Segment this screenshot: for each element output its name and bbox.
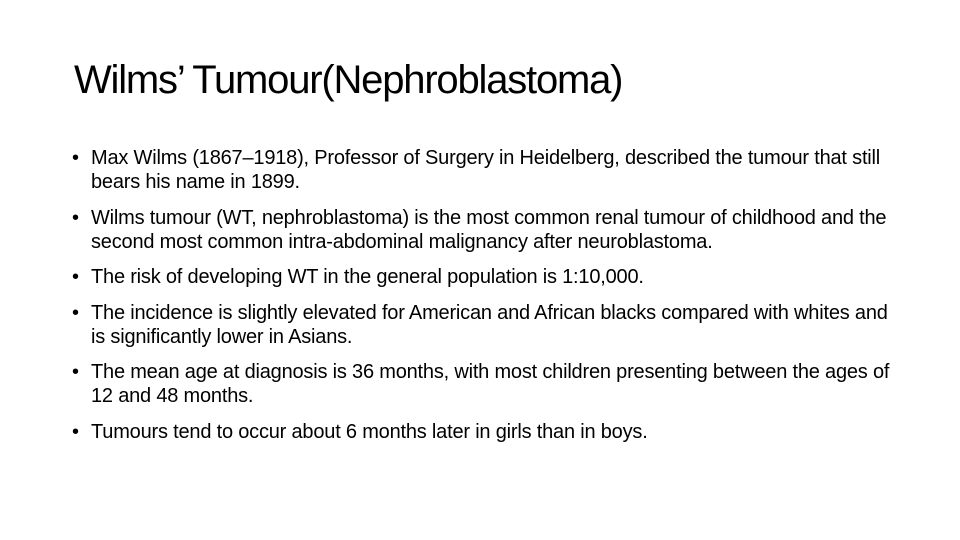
- bullet-marker: •: [72, 206, 79, 229]
- bullet-item: [72, 420, 902, 444]
- bullet-text: Max Wilms (1867–1918), Professor of Surgery in Heidelberg, described the tumour that still bears his name in 1899.: [91, 147, 881, 194]
- bullet-text: Tumours tend to occur about 6 months later in girls than in boys.: [91, 420, 648, 443]
- bullet-marker: •: [72, 420, 79, 443]
- bullet-item: [72, 301, 902, 349]
- bullet-text: The risk of developing WT in the general population is 1:10,000.: [91, 266, 644, 289]
- bullet-text: The mean age at diagnosis is 36 months, with most children presenting between the ages of 12 and 48 months.: [91, 361, 890, 408]
- bullet-marker: •: [72, 301, 79, 324]
- bullet-marker: •: [72, 361, 79, 384]
- slide-title: Wilms’ Tumour(Nephroblastoma): [74, 58, 623, 102]
- bullet-marker: •: [72, 266, 79, 289]
- bullet-text: The incidence is slightly elevated for American and African blacks compared with whites and is significantly lower in Asians.: [91, 301, 888, 348]
- bullet-text: Wilms tumour (WT, nephroblastoma) is the most common renal tumour of childhood and the second most common intra-abdominal malignancy after neuroblastoma.: [91, 206, 887, 253]
- bullet-item: [72, 360, 902, 408]
- bullet-marker: •: [72, 147, 79, 169]
- bullet-item: [72, 265, 902, 289]
- bullet-item: [72, 146, 902, 194]
- bullet-item: [72, 206, 902, 254]
- bullet-list: [72, 146, 902, 455]
